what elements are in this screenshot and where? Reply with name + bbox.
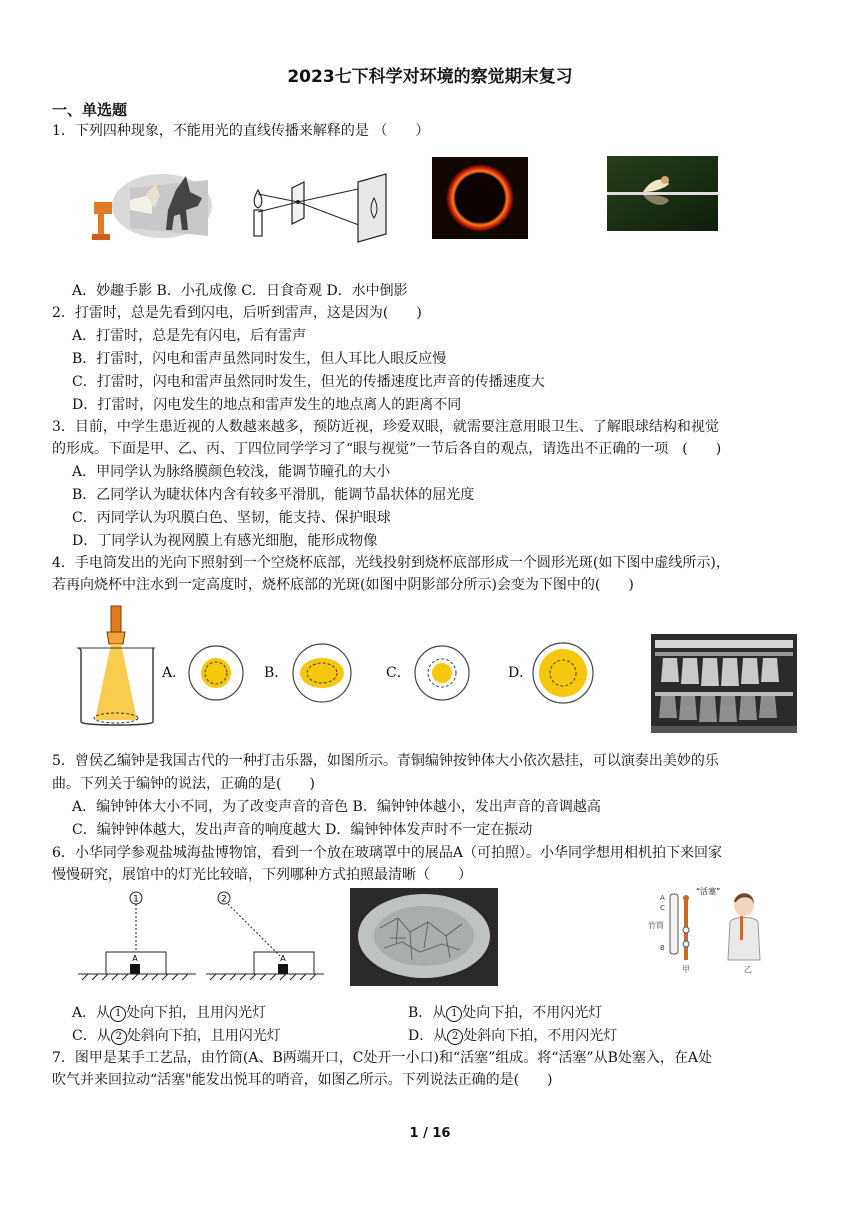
q7-figure-whistle — [646, 886, 768, 974]
page-number: 1 / 16 — [409, 1126, 451, 1141]
q3-option-b: B．乙同学认为睫状体内含有较多平滑肌，能调节晶状体的屈光度 — [72, 487, 475, 503]
q6-option-d-prefix: D．从 — [408, 1028, 448, 1044]
q6-option-b-prefix: B．从 — [408, 1005, 447, 1021]
q2-option-c: C．打雷时，闪电和雷声虽然同时发生，但光的传播速度比声音的传播速度大 — [72, 374, 545, 390]
q3-stem-line1: 3．目前，中学生患近视的人数越来越多，预防近视，珍爱双眼，就需要注意用眼卫生、了解眼球结构和视觉 — [52, 419, 719, 435]
q4-label-d: D． — [508, 665, 534, 681]
q7-fig-C-label: C — [660, 904, 665, 912]
q6-fig2-num: 2 — [221, 894, 227, 905]
q4-label-b: B． — [264, 665, 289, 681]
q6-option-b-num: 1 — [446, 1006, 462, 1022]
q6-fig2-box-label: A — [280, 954, 286, 963]
q4-option-c-figure — [412, 643, 472, 703]
q4-stem-line1: 4．手电筒发出的光向下照射到一个空烧杯底部，光线投射到烧杯底部形成一个圆形光斑(如下图中虚线所示)， — [52, 555, 730, 571]
q7-fig-bamboo-label: 竹筒 — [648, 921, 664, 930]
q6-stem-line2: 慢慢研究，展馆中的灯光比较暗，下列哪种方式拍照最清晰（ ） — [52, 867, 472, 883]
q1-image-pinhole — [240, 172, 400, 246]
q4-image-beaker — [75, 604, 159, 728]
q3-stem-line2: 的形成。下面是甲、乙、丙、丁四位同学学习了“眼与视觉”一节后各自的观点，请选出不正确的一项 ( ) — [52, 441, 722, 457]
q3-option-d: D．丁同学认为视网膜上有感光细胞，能形成物像 — [72, 533, 378, 549]
q7-fig-B-label: B — [660, 944, 665, 952]
q3-option-a: A．甲同学认为脉络膜颜色较浅，能调节瞳孔的大小 — [72, 464, 391, 480]
q6-option-c-num: 2 — [111, 1029, 127, 1045]
q6-option-d-text: 处斜向下拍，不用闪光灯 — [463, 1028, 618, 1044]
q7-stem-line1: 7．图甲是某手工艺品，由竹筒(A、B两端开口，C处开一小口)和“活塞”组成。将“活塞”从B处塞入，在A处 — [52, 1050, 712, 1066]
q5-image-bells — [651, 634, 797, 733]
q1-stem: 1．下列四种现象，不能用光的直线传播来解释的是 （ ） — [52, 123, 430, 139]
q6-option-a — [72, 1004, 266, 1022]
q5-stem-line2: 曲。下列关于编钟的说法，正确的是( ) — [52, 776, 315, 792]
q4-option-a-figure — [186, 643, 246, 703]
q2-option-a: A．打雷时，总是先有闪电，后有雷声 — [72, 328, 307, 344]
q6-stem-line1: 6．小华同学参观盐城海盐博物馆，看到一个放在玻璃罩中的展品A（可拍照）。小华同学想用相机拍下来回家 — [52, 845, 723, 861]
q5-stem-line1: 5．曾侯乙编钟是我国古代的一种打击乐器，如图所示。青铜编钟按钟体大小依次悬挂，可以演奏出美妙的乐 — [52, 753, 719, 769]
q6-option-d-num: 2 — [447, 1029, 463, 1045]
q2-option-b: B．打雷时，闪电和雷声虽然同时发生，但人耳比人眼反应慢 — [72, 351, 447, 367]
q6-option-b-text: 处向下拍，不用闪光灯 — [462, 1005, 603, 1021]
q5-options-ab: A．编钟钟体大小不同，为了改变声音的音色 B．编钟钟体越小，发出声音的音调越高 — [72, 799, 601, 815]
q2-option-d: D．打雷时，闪电发生的地点和雷声发生的地点离人的距离不同 — [72, 397, 462, 413]
section-heading: 一、单选题 — [52, 101, 128, 119]
q4-label-a: A． — [162, 665, 187, 681]
q1-image-reflection — [607, 156, 718, 231]
q1-image-eclipse — [432, 157, 528, 239]
q4-stem-line2: 若再向烧杯中注水到一定高度时，烧杯底部的光斑(如图中阴影部分所示)会变为下图中的( ) — [52, 577, 634, 593]
q6-option-d — [408, 1027, 617, 1045]
q4-option-b-figure — [290, 641, 354, 705]
q6-figure-1 — [78, 890, 196, 982]
q4-label-c: C． — [386, 665, 411, 681]
q7-stem-line2: 吹气并来回拉动“活塞"能发出悦耳的哨音，如图乙所示。下列说法正确的是( ) — [52, 1072, 553, 1088]
q6-option-c — [72, 1027, 281, 1045]
q7-fig-huosai-label: “活塞” — [696, 887, 721, 896]
q6-image-bowl — [350, 888, 498, 986]
q6-option-c-text: 处斜向下拍，且用闪光灯 — [126, 1028, 281, 1044]
page-title: 2023七下科学对环境的察觉期末复习 — [287, 67, 573, 87]
q6-option-a-text: 处向下拍，且用闪光灯 — [126, 1005, 267, 1021]
q5-options-cd: C．编钟钟体越大，发出声音的响度越大 D．编钟钟体发声时不一定在振动 — [72, 822, 533, 838]
q2-stem: 2．打雷时，总是先看到闪电，后听到雷声，这是因为( ) — [52, 305, 422, 321]
q7-fig-yi-label: 乙 — [744, 965, 752, 974]
q3-option-c: C．丙同学认为巩膜白色、坚韧，能支持、保护眼球 — [72, 510, 391, 526]
q4-option-d-figure — [530, 640, 596, 706]
q6-fig1-num: 1 — [133, 894, 139, 905]
q6-option-b — [408, 1004, 602, 1022]
q1-image-hand-shadow — [90, 170, 212, 246]
q7-fig-jia-label: 甲 — [682, 965, 690, 974]
q6-option-c-prefix: C．从 — [72, 1028, 111, 1044]
q6-option-a-prefix: A．从 — [72, 1005, 111, 1021]
q6-figure-2 — [206, 890, 324, 982]
q6-option-a-num: 1 — [110, 1006, 126, 1022]
q1-options: A．妙趣手影 B．小孔成像 C．日食奇观 D．水中倒影 — [72, 283, 408, 299]
q7-fig-A-label: A — [660, 894, 665, 902]
q6-fig1-box-label: A — [132, 954, 138, 963]
